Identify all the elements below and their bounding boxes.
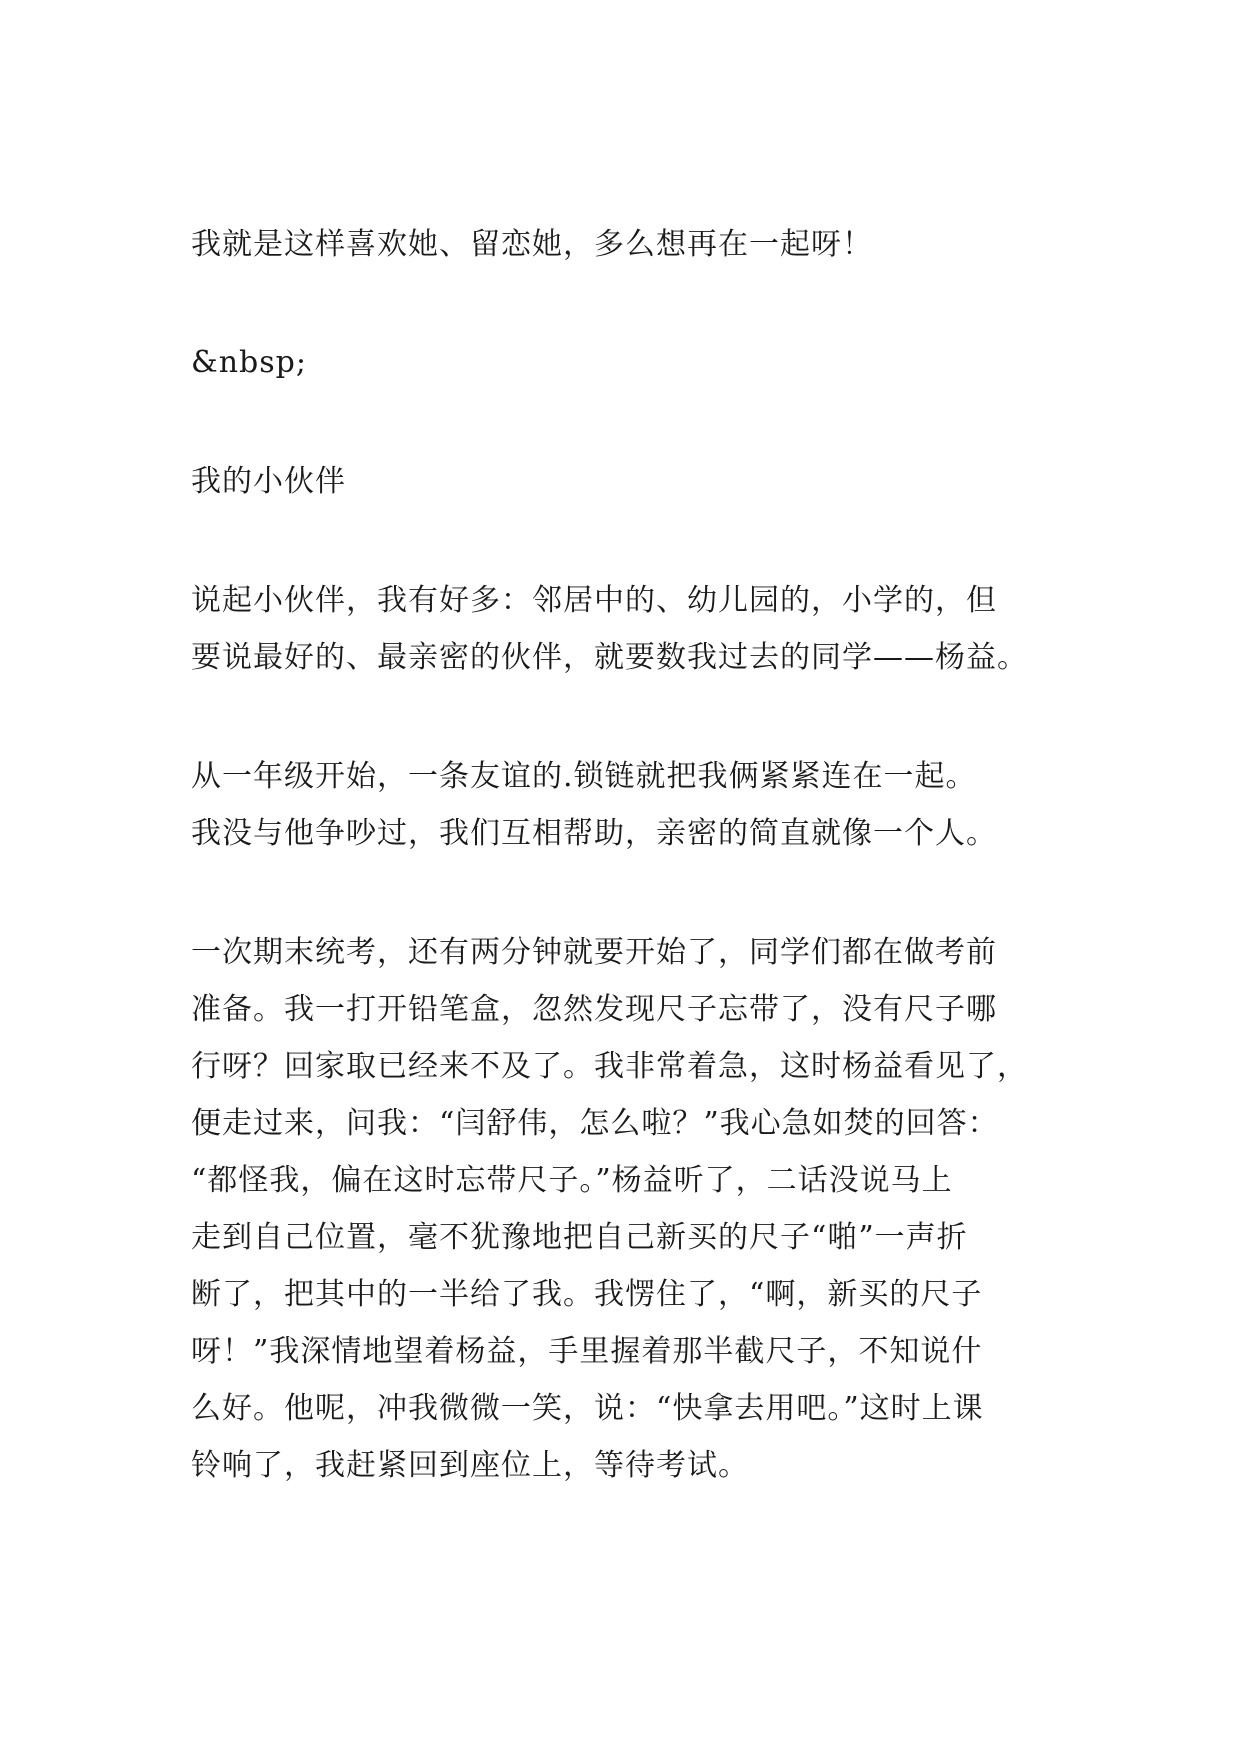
paragraph-3-line-5: “都怪我，偏在这时忘带尺子。”杨益听了，二话没说马上	[191, 1163, 953, 1198]
paragraph-3-line-4: 便走过来，问我：“闫舒伟，怎么啦？”我心急如焚的回答：	[191, 1106, 999, 1141]
paragraph-3-line-3: 行呀？回家取已经来不及了。我非常着急，这时杨益看见了，	[191, 1049, 1028, 1084]
essay-title: 我的小伙伴	[191, 464, 346, 499]
paragraph-2-line-1: 从一年级开始，一条友谊的.锁链就把我俩紧紧连在一起。	[191, 759, 977, 794]
intro-line: 我就是这样喜欢她、留恋她，多么想再在一起呀！	[191, 227, 873, 262]
paragraph-3-line-6: 走到自己位置，毫不犹豫地把自己新买的尺子“啪”一声折	[191, 1220, 968, 1255]
paragraph-3-line-7: 断了，把其中的一半给了我。我愣住了，“啊，新买的尺子	[191, 1277, 983, 1312]
paragraph-3-line-8: 呀！”我深情地望着杨益，手里握着那半截尺子，不知说什	[191, 1334, 983, 1369]
paragraph-1-line-2: 要说最好的、最亲密的伙伴，就要数我过去的同学——杨益。	[191, 640, 1028, 675]
paragraph-2-line-2: 我没与他争吵过，我们互相帮助，亲密的简直就像一个人。	[191, 816, 997, 851]
paragraph-3-line-1: 一次期末统考，还有两分钟就要开始了，同学们都在做考前	[191, 935, 997, 970]
paragraph-3-line-2: 准备。我一打开铅笔盒，忽然发现尺子忘带了，没有尺子哪	[191, 992, 997, 1027]
paragraph-1-line-1: 说起小伙伴，我有好多：邻居中的、幼儿园的，小学的，但	[191, 583, 997, 618]
paragraph-3-line-10: 铃响了，我赶紧回到座位上，等待考试。	[191, 1448, 749, 1483]
paragraph-3-line-9: 么好。他呢，冲我微微一笑，说：“快拿去用吧。”这时上课	[191, 1391, 984, 1426]
nbsp-text: &nbsp;	[191, 345, 307, 380]
